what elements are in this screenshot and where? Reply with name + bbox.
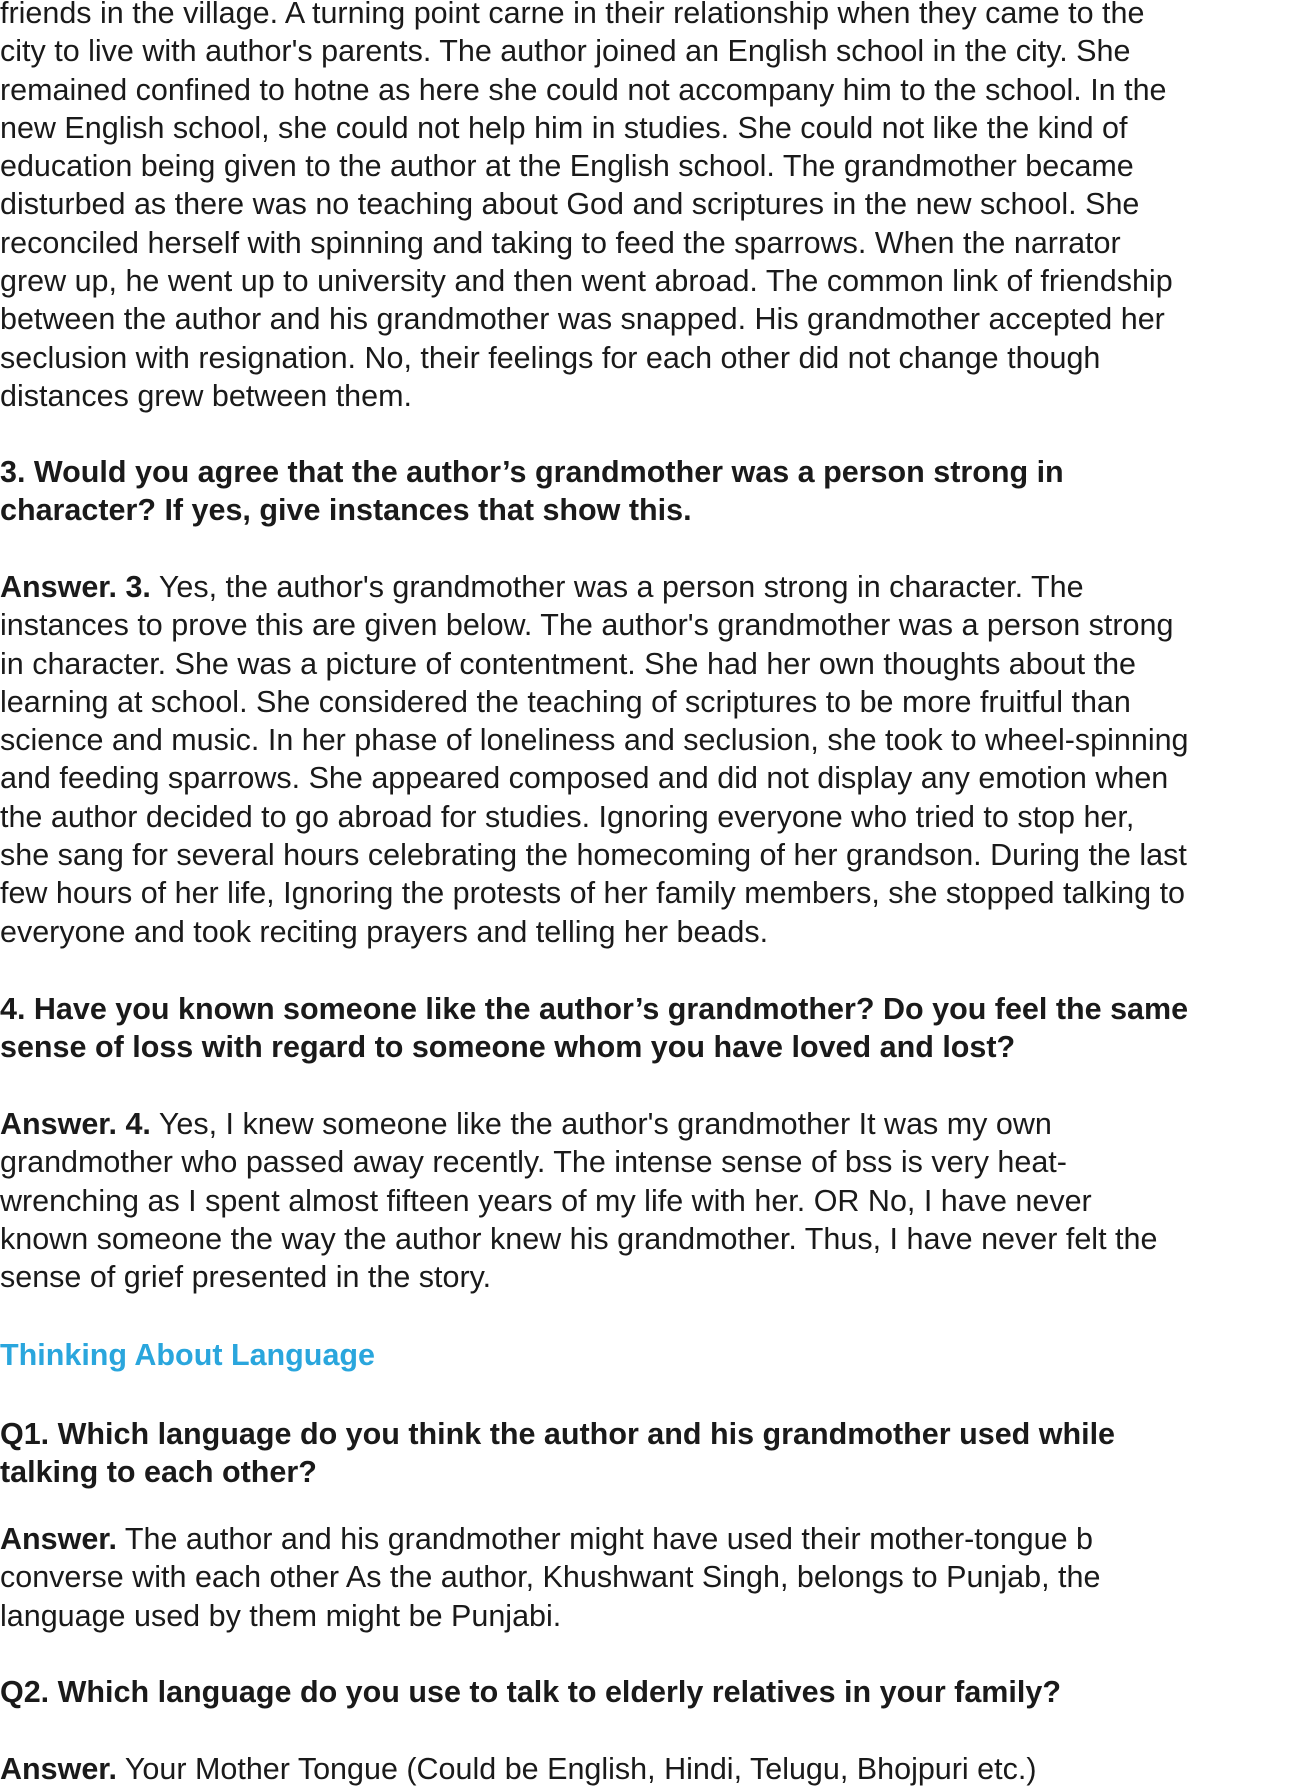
answer-text: The author and his grandmother might have used their mother-tongue b	[116, 1522, 1093, 1556]
answer-first-line	[0, 1105, 1297, 1143]
text-line: few hours of her life, Ignoring the protests of her family members, she stopped talking to	[0, 876, 1186, 911]
answer-q1	[0, 1520, 1297, 1635]
text-line: instances to prove this are given below. The author's grandmother was a person strong	[0, 608, 1174, 643]
text-line: science and music. In her phase of loneliness and seclusion, she took to wheel-spinning	[0, 723, 1189, 758]
answer-label: Answer. 4.	[0, 1107, 151, 1141]
question-line: 3. Would you agree that the author’s grandmother was a person strong in	[0, 455, 1064, 489]
heading-text: Thinking About Language	[0, 1338, 375, 1372]
question-line: sense of loss with regard to someone whom you have loved and lost?	[0, 1030, 1016, 1065]
text-line: friends in the village. A turning point carne in their relationship when they came to the	[0, 0, 1145, 30]
intro-paragraph	[0, 0, 1297, 415]
text-line: seclusion with resignation. No, their feelings for each other did not change though	[0, 340, 1101, 375]
answer-first-line	[0, 1520, 1297, 1558]
text-line: language used by them might be Punjabi.	[0, 1598, 562, 1633]
answer-text: Your Mother Tongue (Could be English, Hindi, Telugu, Bhojpuri etc.)	[116, 1752, 1037, 1786]
text-line: and feeding sparrows. She appeared composed and did not display any emotion when	[0, 761, 1169, 796]
text-line: remained confined to hotne as here she could not accompany him to the school. In the	[0, 72, 1167, 107]
text-line: the author decided to go abroad for studies. Ignoring everyone who tried to stop her,	[0, 799, 1135, 834]
text-line: sense of grief presented in the story.	[0, 1260, 492, 1295]
answer-first-line	[0, 1750, 1297, 1788]
answer-text: Yes, the author's grandmother was a person strong in character. The	[150, 570, 1084, 604]
text-line: between the author and his grandmother was snapped. His grandmother accepted her	[0, 302, 1165, 337]
text-line: education being given to the author at the English school. The grandmother became	[0, 149, 1134, 184]
text-line: distances grew between them.	[0, 378, 412, 413]
question-4	[0, 990, 1297, 1067]
question-line: 4. Have you known someone like the author’s grandmother? Do you feel the same	[0, 992, 1189, 1026]
question-q1	[0, 1415, 1297, 1492]
answer-label: Answer. 3.	[0, 570, 151, 604]
text-line: grandmother who passed away recently. The intense sense of bss is very heat-	[0, 1145, 1067, 1180]
text-line: city to live with author's parents. The author joined an English school in the city. She	[0, 34, 1131, 69]
answer-q2	[0, 1750, 1297, 1788]
answer-4	[0, 1105, 1297, 1296]
text-line: known someone the way the author knew his grandmother. Thus, I have never felt the	[0, 1221, 1158, 1256]
text-line: she sang for several hours celebrating the homecoming of her grandson. During the last	[0, 838, 1187, 873]
text-line: in character. She was a picture of contentment. She had her own thoughts about the	[0, 646, 1137, 681]
section-heading	[0, 1336, 1297, 1374]
question-line: character? If yes, give instances that show this.	[0, 493, 692, 528]
question-line: Q1. Which language do you think the author and his grandmother used while	[0, 1417, 1116, 1451]
text-line: converse with each other As the author, Khushwant Singh, belongs to Punjab, the	[0, 1560, 1101, 1595]
question-q2	[0, 1673, 1297, 1711]
text-line: wrenching as I spent almost fifteen years of my life with her. OR No, I have never	[0, 1183, 1092, 1218]
text-line: learning at school. She considered the teaching of scriptures to be more fruitful than	[0, 684, 1131, 719]
question-line: Q2. Which language do you use to talk to elderly relatives in your family?	[0, 1675, 1061, 1709]
answer-text: Yes, I knew someone like the author's grandmother It was my own	[150, 1107, 1052, 1141]
text-line: grew up, he went up to university and then went abroad. The common link of friendship	[0, 264, 1173, 299]
question-3	[0, 453, 1297, 530]
answer-3	[0, 568, 1297, 951]
answer-label: Answer.	[0, 1752, 117, 1786]
answer-label: Answer.	[0, 1522, 117, 1556]
text-line: everyone and took reciting prayers and telling her beads.	[0, 914, 769, 949]
answer-first-line	[0, 568, 1297, 606]
question-line: talking to each other?	[0, 1455, 317, 1490]
text-line: new English school, she could not help him in studies. She could not like the kind of	[0, 110, 1128, 145]
text-line: disturbed as there was no teaching about God and scriptures in the new school. She	[0, 187, 1140, 222]
text-line: reconciled herself with spinning and taking to feed the sparrows. When the narrator	[0, 225, 1121, 260]
